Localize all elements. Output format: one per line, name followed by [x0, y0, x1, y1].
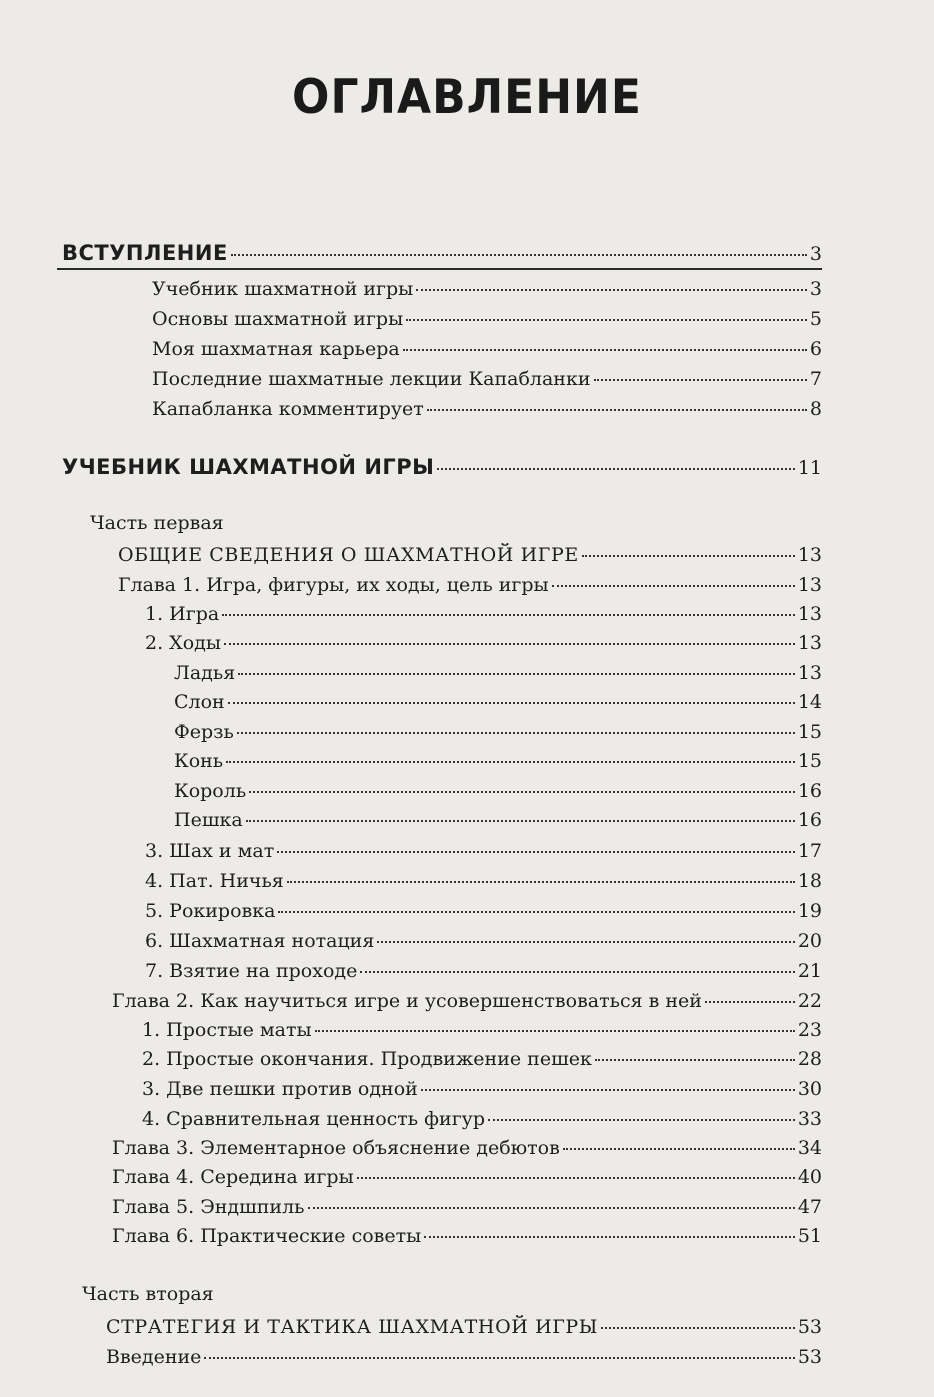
- toc-entry-intro: [62, 240, 822, 267]
- leader-dots: [278, 911, 794, 913]
- toc-entry: [142, 1017, 822, 1043]
- toc-entry: [152, 336, 822, 362]
- leader-dots: [246, 820, 795, 822]
- toc-entry-chapter: [112, 1135, 822, 1161]
- toc-label: 2. Ходы: [145, 632, 221, 654]
- leader-dots: [224, 643, 795, 645]
- toc-label: 4. Сравнительная ценность фигур: [142, 1108, 486, 1130]
- leader-dots: [249, 791, 795, 793]
- leader-dots: [582, 555, 795, 557]
- toc-label: 3. Шах и мат: [145, 840, 275, 862]
- page-number: 13: [797, 662, 822, 684]
- page-number: 16: [797, 780, 822, 802]
- toc-entry: [152, 366, 822, 392]
- page-number: 3: [809, 278, 822, 300]
- page-number: 18: [797, 870, 822, 892]
- page-number: 15: [797, 750, 822, 772]
- leader-dots: [421, 1089, 795, 1091]
- toc-entry: [145, 898, 822, 924]
- toc-entry: [145, 958, 822, 984]
- leader-dots: [563, 1148, 795, 1150]
- toc-entry: [174, 748, 822, 774]
- page-number: 8: [809, 398, 822, 420]
- toc-entry-part: [118, 542, 822, 568]
- toc-label: Моя шахматная карьера: [152, 338, 400, 360]
- toc-label: 5. Рокировка: [145, 900, 276, 922]
- page-number: 13: [797, 574, 822, 596]
- page-number: 33: [797, 1108, 822, 1130]
- page-number: 28: [797, 1048, 822, 1070]
- toc-label: Глава 3. Элементарное объяснение дебютов: [112, 1137, 560, 1159]
- toc-entry-chapter: [112, 988, 822, 1014]
- page-number: 40: [797, 1166, 822, 1188]
- toc-label: Ферзь: [174, 721, 234, 743]
- leader-dots: [228, 702, 795, 704]
- toc-label: Основы шахматной игры: [152, 308, 404, 330]
- leader-dots: [705, 1001, 795, 1003]
- toc-label: Слон: [174, 691, 225, 713]
- leader-dots: [315, 1030, 795, 1032]
- page-number: 34: [797, 1137, 822, 1159]
- toc-entry-part: [106, 1314, 822, 1340]
- leader-dots: [427, 409, 807, 411]
- leader-dots: [594, 379, 807, 381]
- leader-dots: [277, 851, 795, 853]
- toc-label: Последние шахматные лекции Капабланки: [152, 368, 591, 390]
- leader-dots: [360, 971, 794, 973]
- leader-dots: [238, 673, 795, 675]
- toc-label: 6. Шахматная нотация: [145, 930, 375, 952]
- toc-entry-chapter: [112, 1223, 822, 1249]
- page-number: 11: [797, 457, 822, 479]
- toc-entry: [145, 601, 822, 627]
- part-label: Часть первая: [90, 512, 224, 534]
- page-number: 20: [797, 930, 822, 952]
- leader-dots: [601, 1327, 795, 1329]
- leader-dots: [357, 1177, 795, 1179]
- page-title: ОГЛАВЛЕНИЕ: [292, 69, 642, 126]
- toc-entry: [152, 276, 822, 302]
- toc-entry: [152, 396, 822, 422]
- leader-dots: [488, 1119, 795, 1121]
- leader-dots: [308, 1207, 795, 1209]
- toc-label: 1. Игра: [145, 603, 220, 625]
- toc-label: СТРАТЕГИЯ И ТАКТИКА ШАХМАТНОЙ ИГРЫ: [106, 1316, 599, 1338]
- toc-entry: [174, 689, 822, 715]
- toc-label: Учебник шахматной игры: [152, 278, 414, 300]
- toc-label: Конь: [174, 750, 224, 772]
- toc-label: 1. Простые маты: [142, 1019, 312, 1041]
- toc-label: 3. Две пешки против одной: [142, 1078, 418, 1100]
- toc-label: Глава 5. Эндшпиль: [112, 1196, 305, 1218]
- toc-entry: [142, 1046, 822, 1072]
- toc-label: 2. Простые окончания. Продвижение пешек: [142, 1048, 592, 1070]
- toc-label: 7. Взятие на проходе: [145, 960, 358, 982]
- toc-label: Введение: [106, 1346, 202, 1368]
- page-number: 13: [797, 632, 822, 654]
- leader-dots: [237, 732, 795, 734]
- leader-dots: [416, 289, 807, 291]
- page-number: 23: [797, 1019, 822, 1041]
- toc-label: Капабланка комментирует: [152, 398, 424, 420]
- part-label: Часть вторая: [82, 1283, 214, 1305]
- toc-label: 4. Пат. Ничья: [145, 870, 284, 892]
- toc-label: ОБЩИЕ СВЕДЕНИЯ О ШАХМАТНОЙ ИГРЕ: [118, 544, 579, 566]
- page-number: 47: [797, 1196, 822, 1218]
- leader-dots: [226, 761, 795, 763]
- toc-entry-chapter: [118, 572, 822, 598]
- leader-dots: [287, 881, 795, 883]
- toc-label: Глава 4. Середина игры: [112, 1166, 354, 1188]
- toc-entry: [106, 1344, 822, 1370]
- toc-entry: [145, 928, 822, 954]
- leader-dots: [595, 1059, 795, 1061]
- toc-label: УЧЕБНИК ШАХМАТНОЙ ИГРЫ: [62, 455, 435, 479]
- leader-dots: [403, 349, 807, 351]
- toc-entry: [174, 778, 822, 804]
- page-number: 5: [809, 308, 822, 330]
- page-number: 3: [809, 243, 822, 265]
- toc-entry: [142, 1076, 822, 1102]
- toc-entry-chapter: [112, 1164, 822, 1190]
- toc-entry-textbook: [62, 454, 822, 481]
- leader-dots: [437, 468, 794, 470]
- page-number: 13: [797, 603, 822, 625]
- toc-entry: [142, 1106, 822, 1132]
- page-number: 6: [809, 338, 822, 360]
- leader-dots: [231, 254, 807, 256]
- toc-entry-chapter: [112, 1194, 822, 1220]
- leader-dots: [222, 614, 795, 616]
- toc-label: Глава 6. Практические советы: [112, 1225, 422, 1247]
- page-number: 30: [797, 1078, 822, 1100]
- toc-label: Глава 1. Игра, фигуры, их ходы, цель игры: [118, 574, 549, 596]
- toc-entry: [145, 868, 822, 894]
- leader-dots: [406, 319, 807, 321]
- toc-entry: [174, 719, 822, 745]
- toc-entry: [145, 838, 822, 864]
- toc-entry: [152, 306, 822, 332]
- toc-label: Ладья: [174, 662, 236, 684]
- leader-dots: [424, 1236, 795, 1238]
- page-number: 53: [797, 1316, 822, 1338]
- toc-label: Глава 2. Как научиться игре и усовершенствоваться в ней: [112, 990, 702, 1012]
- toc-label: Пешка: [174, 809, 243, 831]
- toc-label: Король: [174, 780, 247, 802]
- divider: [57, 268, 822, 270]
- leader-dots: [377, 941, 794, 943]
- toc-entry: [145, 630, 822, 656]
- leader-dots: [204, 1357, 794, 1359]
- page-number: 14: [797, 691, 822, 713]
- page-number: 7: [809, 368, 822, 390]
- toc-entry: [174, 660, 822, 686]
- page-number: 15: [797, 721, 822, 743]
- page-number: 19: [797, 900, 822, 922]
- page-number: 22: [797, 990, 822, 1012]
- leader-dots: [552, 585, 795, 587]
- page-number: 51: [797, 1225, 822, 1247]
- page-number: 21: [797, 960, 822, 982]
- page-number: 16: [797, 809, 822, 831]
- page-number: 53: [797, 1346, 822, 1368]
- toc-label: ВСТУПЛЕНИЕ: [62, 241, 228, 265]
- page-number: 17: [797, 840, 822, 862]
- toc-entry: [174, 807, 822, 833]
- page-number: 13: [797, 544, 822, 566]
